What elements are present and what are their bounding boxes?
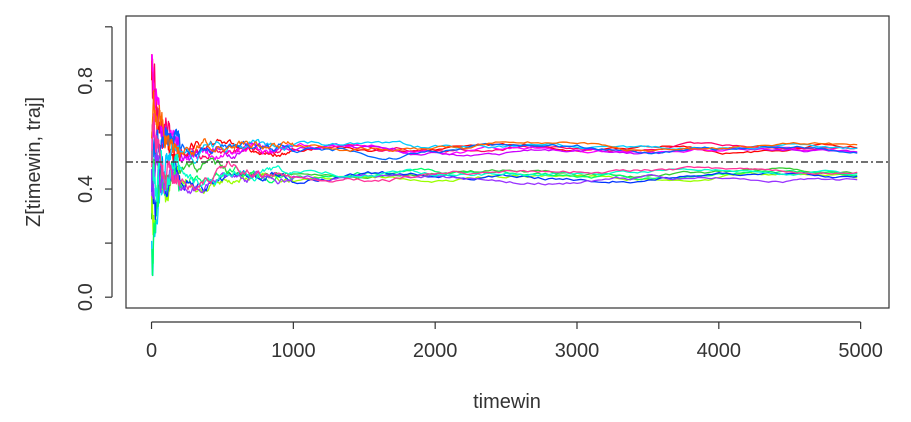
y-tick-label: 0.8 — [75, 66, 97, 95]
x-tick-label: 4000 — [696, 340, 742, 362]
series-group — [152, 54, 858, 275]
series-line — [152, 140, 858, 276]
y-tick-label: 0.4 — [75, 175, 97, 203]
y-axis — [75, 27, 112, 311]
x-tick-label: 1000 — [271, 340, 316, 362]
x-axis — [146, 322, 883, 362]
y-tick-label: 0.0 — [75, 283, 97, 312]
x-tick-label: 0 — [145, 340, 158, 362]
x-tick-label: 3000 — [554, 340, 600, 362]
x-axis-label: timewin — [473, 391, 541, 413]
x-tick-label: 5000 — [838, 340, 883, 362]
y-axis-label: Z[timewin, traj] — [23, 96, 45, 228]
x-tick-label: 2000 — [412, 340, 458, 362]
series-line — [152, 155, 858, 220]
series-line — [152, 150, 858, 219]
series-line — [152, 54, 858, 159]
